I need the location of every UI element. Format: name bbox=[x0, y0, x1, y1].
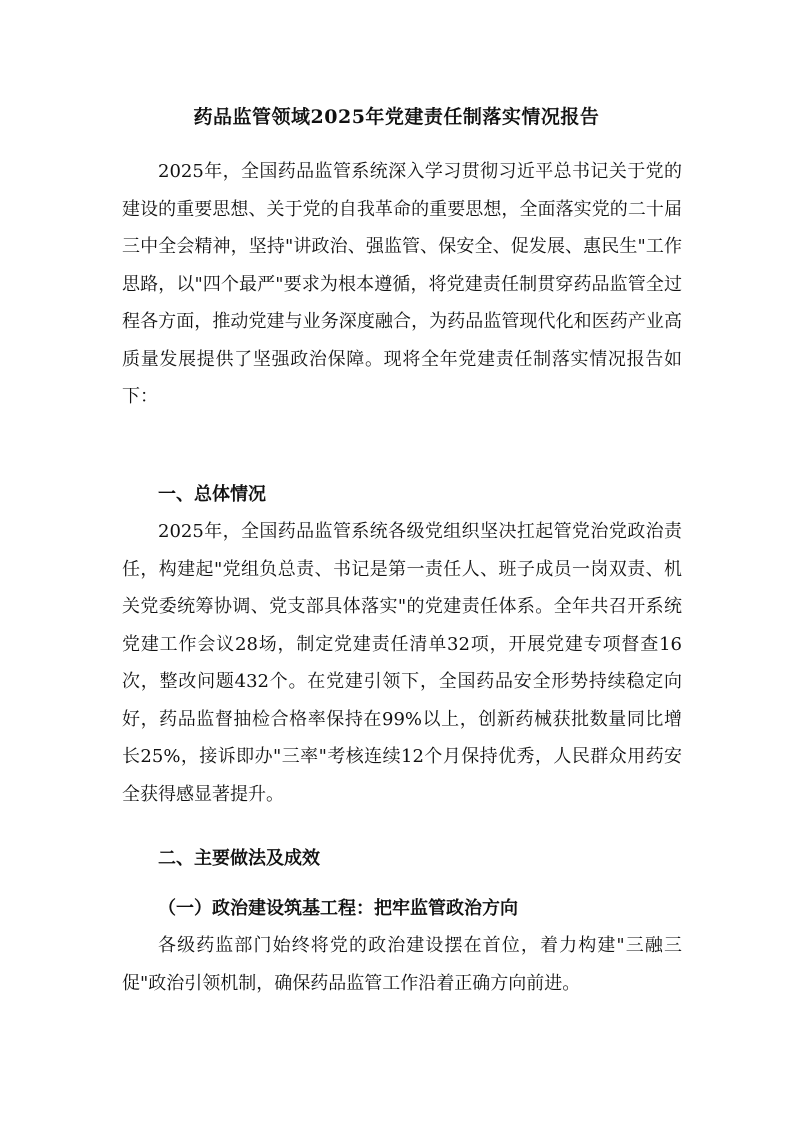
section-heading-overall: 一、总体情况 bbox=[158, 484, 266, 505]
subsection-heading-political-building: （一）政治建设筑基工程：把牢监管政治方向 bbox=[158, 898, 518, 919]
section-heading-main-practices: 二、主要做法及成效 bbox=[158, 848, 320, 869]
intro-paragraph: 2025年，全国药品监管系统深入学习贯彻习近平总书记关于党的建设的重要思想、关于党的自我革命的重要思想，全面落实党的二十届三中全会精神，坚持"讲政治、强监管、保安全、促发展、惠民生"工作思路，以"四个最严"要求为根本遵循，将党建责任制贯穿药品监管全过程各方面，推动党建与业务深度融合，为药品监管现代化和医药产业高质量发展提供了坚强政治保障。现将全年党建责任制落实情况报告如下： bbox=[122, 161, 682, 407]
political-building-paragraph: 各级药监部门始终将党的政治建设摆在首位，着力构建"三融三促"政治引领机制，确保药品监管工作沿着正确方向前进。 bbox=[122, 935, 682, 994]
document-title: 药品监管领域2025年党建责任制落实情况报告 bbox=[193, 106, 600, 128]
overall-paragraph: 2025年，全国药品监管系统各级党组织坚决扛起管党治党政治责任，构建起"党组负总责、书记是第一责任人、班子成员一岗双责、机关党委统筹协调、党支部具体落实"的党建责任体系。全年共召开系统党建工作会议28场，制定党建责任清单32项，开展党建专项督查16次，整改问题432个。在党建引领下，全国药品安全形势持续稳定向好，药品监督抽检合格率保持在99%以上，创新药械获批数量同比增长25%，接诉即办"三率"考核连续12个月保持优秀，人民群众用药安全获得感显著提升。 bbox=[122, 521, 682, 805]
